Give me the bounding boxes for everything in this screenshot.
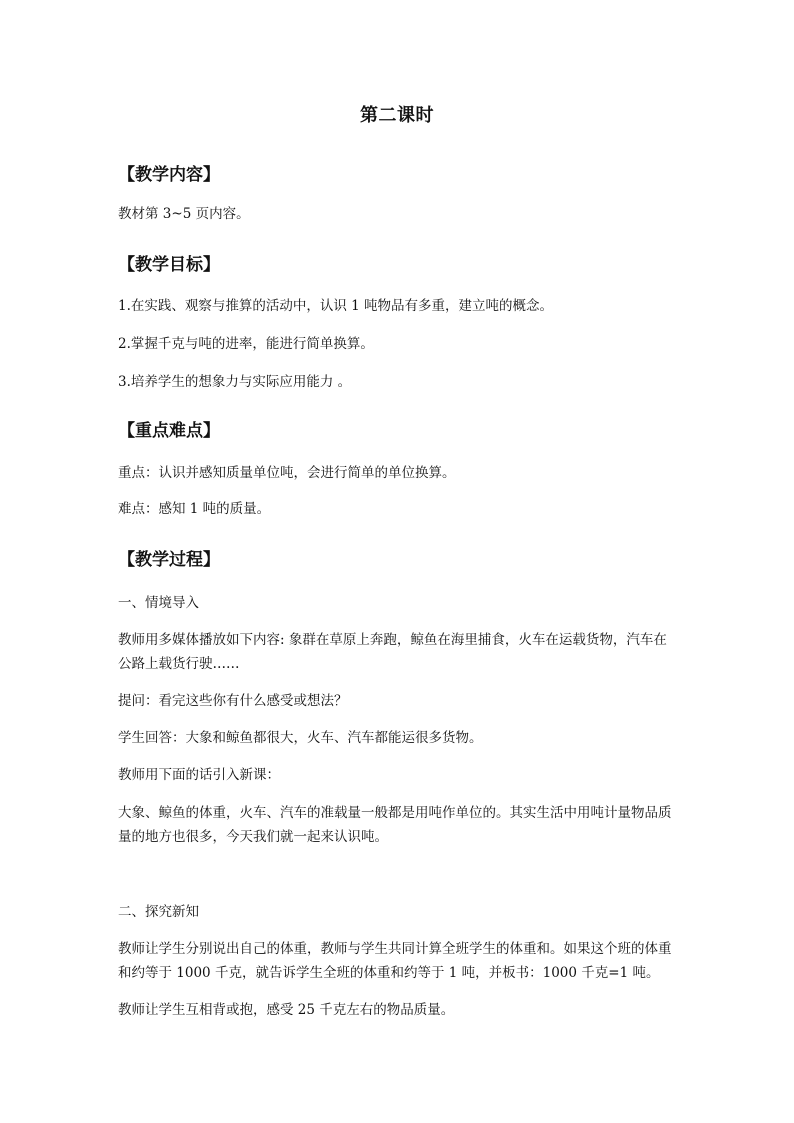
section-heading-key-points: 【重点难点】 bbox=[118, 421, 220, 441]
part2-paragraph-2: 教师让学生互相背或抱，感受 25 千克左右的物品质量。 bbox=[118, 1002, 455, 1018]
key-point-text: 重点：认识并感知质量单位吨，会进行简单的单位换算。 bbox=[118, 465, 456, 481]
part2-title: 二、探究新知 bbox=[118, 904, 199, 920]
page-title: 第二课时 bbox=[360, 105, 434, 126]
section-heading-teaching-content: 【教学内容】 bbox=[118, 165, 220, 185]
part1-paragraph-1: 教师用多媒体播放如下内容: 象群在草原上奔跑，鲸鱼在海里捕食，火车在运载货物，汽车在公路上载货行驶…… bbox=[118, 632, 667, 672]
difficulty-text: 难点：感知 1 吨的质量。 bbox=[118, 501, 271, 517]
section-heading-teaching-process: 【教学过程】 bbox=[118, 550, 220, 570]
section-heading-teaching-goals: 【教学目标】 bbox=[118, 255, 220, 275]
teaching-content-text: 教材第 3~5 页内容。 bbox=[118, 206, 250, 222]
goal-item-1: 1.在实践、观察与推算的活动中，认识 1 吨物品有多重，建立吨的概念。 bbox=[118, 298, 554, 314]
goal-item-2: 2.掌握千克与吨的进率，能进行简单换算。 bbox=[118, 336, 374, 352]
part1-paragraph-3: 学生回答：大象和鲸鱼都很大，火车、汽车都能运很多货物。 bbox=[118, 730, 483, 746]
part2-paragraph-1: 教师让学生分别说出自己的体重，教师与学生共同计算全班学生的体重和。如果这个班的体重和约等于 1000 千克，就告诉学生全班的体重和约等于 1 吨，并板书：1000 千克=1 吨。 bbox=[118, 941, 672, 981]
part1-paragraph-4: 教师用下面的话引入新课： bbox=[118, 767, 280, 783]
part1-paragraph-2: 提问：看完这些你有什么感受或想法？ bbox=[118, 693, 348, 709]
goal-item-3: 3.培养学生的想象力与实际应用能力 。 bbox=[118, 374, 352, 390]
part1-paragraph-5: 大象、鲸鱼的体重，火车、汽车的准载量一般都是用吨作单位的。其实生活中用吨计量物品质量的地方也很多，今天我们就一起来认识吨。 bbox=[118, 805, 672, 845]
part1-title: 一、情境导入 bbox=[118, 595, 199, 611]
